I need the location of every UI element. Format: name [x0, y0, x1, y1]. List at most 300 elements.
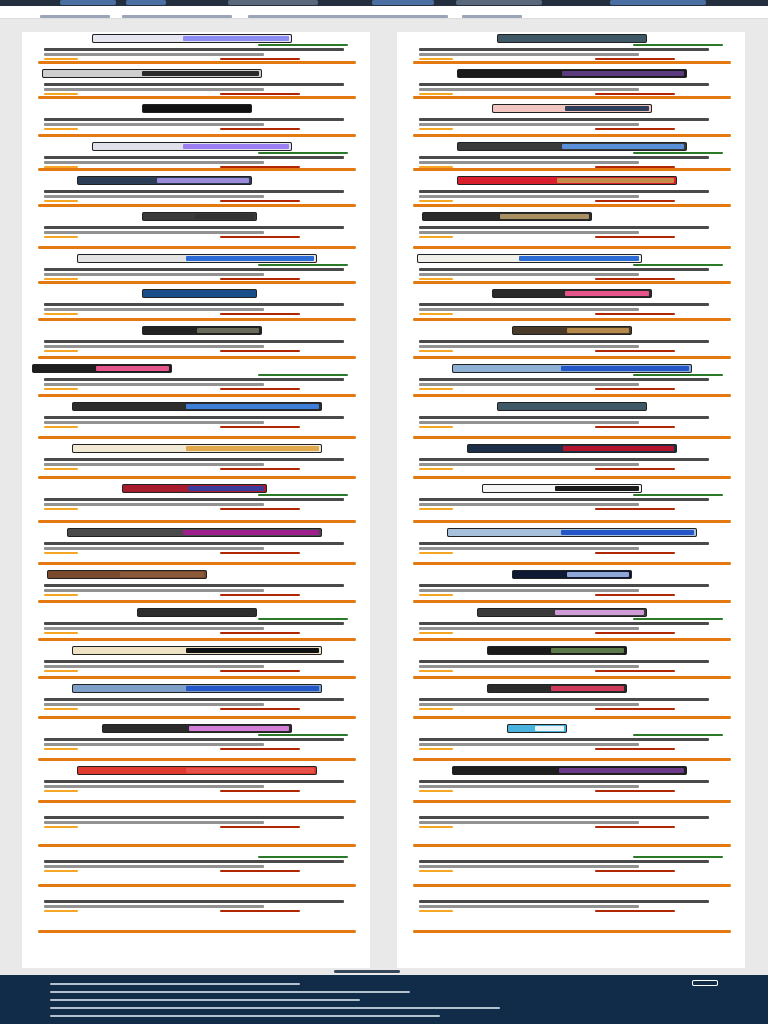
product-price — [220, 826, 300, 828]
rating-stars[interactable] — [44, 708, 78, 710]
product-card[interactable] — [397, 442, 745, 482]
product-title[interactable] — [44, 48, 344, 51]
product-subtitle — [419, 231, 639, 234]
product-subtitle — [419, 421, 639, 424]
product-image[interactable] — [142, 212, 257, 221]
product-card[interactable] — [22, 764, 370, 806]
product-subtitle — [44, 785, 264, 788]
item-separator — [38, 394, 356, 397]
item-separator — [413, 476, 731, 479]
product-title[interactable] — [44, 190, 344, 193]
product-price — [595, 278, 675, 280]
product-price — [220, 670, 300, 672]
product-title[interactable] — [419, 190, 709, 193]
product-title[interactable] — [44, 340, 344, 343]
product-price — [595, 670, 675, 672]
product-title[interactable] — [419, 816, 709, 819]
nav-link[interactable] — [610, 0, 706, 5]
rating-stars[interactable] — [419, 594, 453, 596]
product-image[interactable] — [482, 484, 642, 493]
rating-stars[interactable] — [44, 426, 78, 428]
product-card[interactable] — [397, 850, 745, 890]
product-image-screen — [188, 486, 264, 491]
product-price — [220, 200, 300, 202]
product-subtitle — [419, 345, 639, 348]
product-title[interactable] — [419, 378, 709, 381]
rating-stars[interactable] — [44, 748, 78, 750]
rating-stars[interactable] — [419, 236, 453, 238]
rating-stars[interactable] — [419, 870, 453, 872]
product-card[interactable] — [397, 644, 745, 682]
product-image-screen — [186, 686, 319, 691]
product-subtitle — [419, 665, 639, 668]
product-image-screen — [183, 36, 289, 41]
rating-stars[interactable] — [44, 388, 78, 390]
product-title[interactable] — [419, 226, 709, 229]
nav-link[interactable] — [372, 0, 434, 5]
product-image[interactable] — [67, 528, 322, 537]
rating-stars[interactable] — [419, 58, 453, 60]
product-price — [595, 236, 675, 238]
product-subtitle — [44, 463, 264, 466]
product-title[interactable] — [419, 498, 709, 501]
product-title[interactable] — [44, 498, 344, 501]
availability-badge — [258, 494, 348, 496]
product-subtitle — [44, 195, 264, 198]
product-title[interactable] — [44, 816, 344, 819]
product-title[interactable] — [44, 156, 344, 159]
item-separator — [413, 800, 731, 803]
rating-stars[interactable] — [44, 552, 78, 554]
rating-stars[interactable] — [419, 790, 453, 792]
product-title[interactable] — [419, 780, 709, 783]
product-image[interactable] — [477, 608, 647, 617]
footer-link[interactable] — [50, 983, 300, 985]
product-title[interactable] — [44, 584, 344, 587]
product-card[interactable] — [22, 362, 370, 400]
product-image-screen — [559, 768, 684, 773]
product-image[interactable] — [77, 766, 317, 775]
nav-link[interactable] — [60, 0, 116, 5]
product-image[interactable] — [42, 69, 262, 78]
product-card[interactable] — [397, 67, 745, 102]
product-price — [595, 632, 675, 634]
product-card[interactable] — [22, 287, 370, 324]
product-price — [595, 313, 675, 315]
product-title[interactable] — [419, 303, 709, 306]
item-separator — [38, 476, 356, 479]
product-image[interactable] — [72, 402, 322, 411]
product-title[interactable] — [44, 622, 344, 625]
product-title[interactable] — [419, 118, 709, 121]
product-image-screen — [157, 178, 249, 183]
product-image-screen — [183, 144, 289, 149]
rating-stars[interactable] — [419, 313, 453, 315]
product-image[interactable] — [72, 684, 322, 693]
results-column-left — [22, 32, 370, 968]
rating-stars[interactable] — [419, 426, 453, 428]
product-image[interactable] — [492, 104, 652, 113]
product-image-screen — [120, 572, 204, 577]
product-subtitle — [419, 589, 639, 592]
product-price — [595, 468, 675, 470]
product-price — [595, 200, 675, 202]
product-image[interactable] — [137, 608, 257, 617]
product-title[interactable] — [44, 268, 344, 271]
product-subtitle — [44, 503, 264, 506]
product-subtitle — [419, 161, 639, 164]
availability-badge — [258, 618, 348, 620]
product-image-screen — [192, 610, 254, 615]
product-subtitle — [419, 821, 639, 824]
item-separator — [413, 394, 731, 397]
product-image[interactable] — [457, 142, 687, 151]
product-card[interactable] — [22, 606, 370, 644]
availability-badge — [633, 152, 723, 154]
product-card[interactable] — [22, 140, 370, 174]
product-image[interactable] — [102, 724, 292, 733]
product-title[interactable] — [419, 458, 709, 461]
rating-stars[interactable] — [44, 508, 78, 510]
product-card[interactable] — [397, 606, 745, 644]
footer-link[interactable] — [50, 1015, 440, 1017]
rating-stars[interactable] — [419, 910, 453, 912]
product-image[interactable] — [72, 444, 322, 453]
product-title[interactable] — [44, 660, 344, 663]
product-image[interactable] — [122, 484, 267, 493]
rating-stars[interactable] — [44, 313, 78, 315]
product-title[interactable] — [419, 900, 709, 903]
rating-stars[interactable] — [44, 350, 78, 352]
product-title[interactable] — [419, 738, 709, 741]
product-card[interactable] — [397, 140, 745, 174]
product-card[interactable] — [397, 482, 745, 526]
item-separator — [413, 716, 731, 719]
rating-stars[interactable] — [44, 632, 78, 634]
pagination[interactable] — [334, 970, 400, 973]
footer-link[interactable] — [50, 999, 360, 1001]
product-subtitle — [419, 865, 639, 868]
product-card[interactable] — [397, 806, 745, 850]
item-separator — [413, 246, 731, 249]
product-title[interactable] — [419, 584, 709, 587]
rating-stars[interactable] — [419, 552, 453, 554]
item-separator — [38, 716, 356, 719]
rating-stars[interactable] — [44, 910, 78, 912]
product-subtitle — [44, 865, 264, 868]
rating-stars[interactable] — [419, 93, 453, 95]
rating-stars[interactable] — [419, 200, 453, 202]
product-card[interactable] — [22, 210, 370, 252]
product-card[interactable] — [22, 67, 370, 102]
product-title[interactable] — [419, 542, 709, 545]
product-card[interactable] — [22, 32, 370, 67]
product-card[interactable] — [22, 568, 370, 606]
product-image[interactable] — [77, 176, 252, 185]
product-card[interactable] — [22, 682, 370, 722]
rating-stars[interactable] — [44, 468, 78, 470]
product-title[interactable] — [44, 780, 344, 783]
results-column-right — [397, 32, 745, 968]
product-title[interactable] — [44, 860, 344, 863]
product-image[interactable] — [92, 34, 292, 43]
product-image-screen — [193, 106, 249, 111]
item-separator — [38, 436, 356, 439]
item-separator — [38, 844, 356, 847]
menu-button[interactable] — [692, 980, 718, 986]
breadcrumb[interactable] — [462, 15, 522, 18]
product-image[interactable] — [467, 444, 677, 453]
item-separator — [413, 844, 731, 847]
rating-stars[interactable] — [419, 708, 453, 710]
item-separator — [413, 356, 731, 359]
product-image-screen — [142, 71, 259, 76]
rating-stars[interactable] — [44, 58, 78, 60]
product-card[interactable] — [397, 287, 745, 324]
item-separator — [413, 600, 731, 603]
product-price — [220, 313, 300, 315]
product-card[interactable] — [397, 682, 745, 722]
rating-stars[interactable] — [44, 236, 78, 238]
product-price — [220, 632, 300, 634]
product-image-screen — [195, 291, 254, 296]
product-card[interactable] — [22, 102, 370, 140]
product-title[interactable] — [419, 698, 709, 701]
sub-navigation-strip — [0, 6, 768, 19]
product-subtitle — [44, 345, 264, 348]
product-image[interactable] — [487, 646, 627, 655]
footer-link[interactable] — [50, 1007, 500, 1009]
product-subtitle — [44, 123, 264, 126]
product-image-screen — [197, 328, 259, 333]
rating-stars[interactable] — [419, 632, 453, 634]
product-price — [220, 388, 300, 390]
availability-badge — [633, 734, 723, 736]
product-card[interactable] — [22, 644, 370, 682]
product-subtitle — [44, 589, 264, 592]
product-card[interactable] — [397, 362, 745, 400]
item-separator — [38, 638, 356, 641]
product-image[interactable] — [72, 646, 322, 655]
product-card[interactable] — [22, 526, 370, 568]
item-separator — [38, 520, 356, 523]
item-separator — [413, 96, 731, 99]
product-title[interactable] — [419, 622, 709, 625]
product-card[interactable] — [397, 568, 745, 606]
product-card[interactable] — [397, 722, 745, 764]
product-title[interactable] — [419, 860, 709, 863]
product-title[interactable] — [44, 416, 344, 419]
nav-link[interactable] — [126, 0, 166, 5]
availability-badge — [633, 618, 723, 620]
product-title[interactable] — [44, 698, 344, 701]
availability-badge — [258, 152, 348, 154]
product-card[interactable] — [22, 890, 370, 936]
product-card[interactable] — [397, 174, 745, 210]
product-price — [220, 708, 300, 710]
rating-stars[interactable] — [419, 748, 453, 750]
product-card[interactable] — [22, 252, 370, 287]
product-title[interactable] — [419, 156, 709, 159]
rating-stars[interactable] — [419, 508, 453, 510]
product-subtitle — [44, 421, 264, 424]
product-card[interactable] — [397, 324, 745, 362]
product-subtitle — [419, 308, 639, 311]
product-image[interactable] — [142, 326, 262, 335]
product-card[interactable] — [22, 722, 370, 764]
product-title[interactable] — [44, 900, 344, 903]
rating-stars[interactable] — [419, 388, 453, 390]
availability-badge — [258, 264, 348, 266]
item-separator — [38, 600, 356, 603]
product-price — [220, 870, 300, 872]
rating-stars[interactable] — [419, 670, 453, 672]
product-price — [220, 236, 300, 238]
item-separator — [38, 800, 356, 803]
rating-stars[interactable] — [44, 826, 78, 828]
product-image[interactable] — [512, 570, 632, 579]
rating-stars[interactable] — [419, 468, 453, 470]
product-image[interactable] — [487, 684, 627, 693]
nav-link[interactable] — [456, 0, 542, 5]
product-title[interactable] — [419, 340, 709, 343]
product-image[interactable] — [492, 289, 652, 298]
product-subtitle — [419, 463, 639, 466]
product-subtitle — [44, 88, 264, 91]
product-card[interactable] — [397, 400, 745, 442]
rating-stars[interactable] — [44, 128, 78, 130]
product-price — [220, 128, 300, 130]
product-title[interactable] — [419, 268, 709, 271]
product-card[interactable] — [22, 174, 370, 210]
product-title[interactable] — [44, 226, 344, 229]
rating-stars[interactable] — [419, 128, 453, 130]
product-image[interactable] — [452, 766, 687, 775]
product-card[interactable] — [397, 32, 745, 67]
product-subtitle — [44, 703, 264, 706]
product-subtitle — [44, 905, 264, 908]
product-image-screen — [562, 71, 684, 76]
product-title[interactable] — [44, 378, 344, 381]
rating-stars[interactable] — [419, 278, 453, 280]
product-card[interactable] — [22, 442, 370, 482]
product-card[interactable] — [22, 482, 370, 526]
product-price — [220, 508, 300, 510]
product-image[interactable] — [457, 176, 677, 185]
rating-stars[interactable] — [44, 870, 78, 872]
product-title[interactable] — [419, 83, 709, 86]
rating-stars[interactable] — [44, 200, 78, 202]
item-separator — [38, 134, 356, 137]
product-subtitle — [419, 273, 639, 276]
product-title[interactable] — [44, 118, 344, 121]
product-price — [595, 508, 675, 510]
product-image[interactable] — [447, 528, 697, 537]
rating-stars[interactable] — [419, 826, 453, 828]
rating-stars[interactable] — [44, 790, 78, 792]
product-image-screen — [563, 446, 674, 451]
product-image[interactable] — [507, 724, 567, 733]
item-separator — [38, 246, 356, 249]
product-title[interactable] — [44, 83, 344, 86]
product-card[interactable] — [397, 210, 745, 252]
footer-link[interactable] — [50, 991, 410, 993]
product-image[interactable] — [47, 570, 207, 579]
product-card[interactable] — [22, 850, 370, 890]
product-image[interactable] — [512, 326, 632, 335]
breadcrumb[interactable] — [248, 15, 448, 18]
product-card[interactable] — [397, 890, 745, 936]
item-separator — [38, 168, 356, 171]
availability-badge — [258, 374, 348, 376]
product-title[interactable] — [44, 738, 344, 741]
rating-stars[interactable] — [44, 278, 78, 280]
product-price — [595, 93, 675, 95]
breadcrumb[interactable] — [122, 15, 232, 18]
product-image[interactable] — [457, 69, 687, 78]
product-card[interactable] — [22, 324, 370, 362]
product-image[interactable] — [142, 289, 257, 298]
item-separator — [413, 281, 731, 284]
product-image-screen — [500, 214, 589, 219]
product-image[interactable] — [422, 212, 592, 221]
rating-stars[interactable] — [44, 594, 78, 596]
nav-link[interactable] — [228, 0, 318, 5]
product-price — [595, 388, 675, 390]
rating-stars[interactable] — [419, 350, 453, 352]
product-image[interactable] — [142, 104, 252, 113]
product-image[interactable] — [497, 34, 647, 43]
product-title[interactable] — [44, 542, 344, 545]
product-subtitle — [419, 195, 639, 198]
product-image[interactable] — [92, 142, 292, 151]
product-card[interactable] — [397, 764, 745, 806]
item-separator — [413, 134, 731, 137]
product-image[interactable] — [417, 254, 642, 263]
product-title[interactable] — [419, 416, 709, 419]
product-price — [595, 594, 675, 596]
product-title[interactable] — [44, 303, 344, 306]
product-image[interactable] — [452, 364, 692, 373]
product-subtitle — [44, 161, 264, 164]
product-title[interactable] — [419, 48, 709, 51]
product-subtitle — [419, 88, 639, 91]
product-title[interactable] — [44, 458, 344, 461]
rating-stars[interactable] — [44, 670, 78, 672]
product-price — [595, 870, 675, 872]
product-card[interactable] — [397, 252, 745, 287]
availability-badge — [633, 494, 723, 496]
item-separator — [38, 758, 356, 761]
product-subtitle — [44, 627, 264, 630]
product-image-screen — [561, 366, 689, 371]
product-subtitle — [44, 743, 264, 746]
product-image[interactable] — [32, 364, 172, 373]
product-image[interactable] — [77, 254, 317, 263]
product-card[interactable] — [397, 526, 745, 568]
breadcrumb[interactable] — [40, 15, 110, 18]
product-subtitle — [419, 703, 639, 706]
rating-stars[interactable] — [44, 93, 78, 95]
product-card[interactable] — [397, 102, 745, 140]
item-separator — [413, 930, 731, 933]
product-title[interactable] — [419, 660, 709, 663]
product-price — [220, 790, 300, 792]
product-card[interactable] — [22, 806, 370, 850]
product-card[interactable] — [22, 400, 370, 442]
product-image[interactable] — [497, 402, 647, 411]
product-price — [595, 552, 675, 554]
